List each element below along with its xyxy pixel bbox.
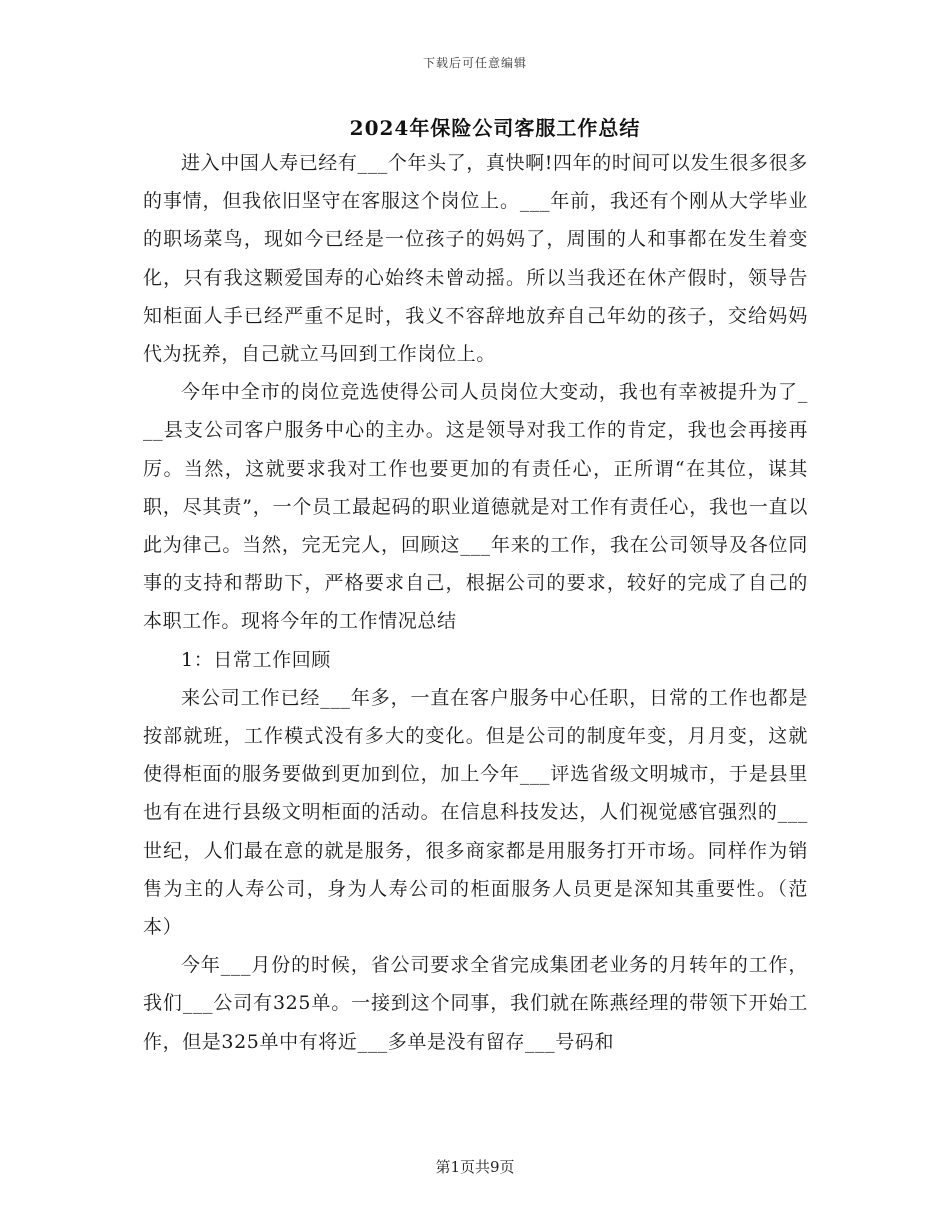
- paragraph-conversion-task: 今年___月份的时候，省公司要求全省完成集团老业务的月转年的工作，我们___公司有325单。一接到这个同事，我们就在陈燕经理的带领下开始工作，但是325单中有将近___多单是没有留存___号码和: [143, 954, 808, 1053]
- page-footer: 第1页共9页: [435, 1158, 515, 1176]
- document-title: 2024年保险公司客服工作总结: [349, 116, 641, 140]
- header-note: 下载后可任意编辑: [422, 56, 527, 70]
- document-body: [143, 144, 808, 1061]
- paragraph-intro: 进入中国人寿已经有___个年头了，真快啊!四年的时间可以发生很多很多的事情，但我依旧坚守在客服这个岗位上。___年前，我还有个刚从大学毕业的职场菜鸟，现如今已经是一位孩子的妈妈了，周围的人和事都在发生着变化，只有我这颗爱国寿的心始终未曾动摇。所以当我还在休产假时，领导告知柜面人手已经严重不足时，我义不容辞地放弃自己年幼的孩子，交给妈妈代为抚养，自己就立马回到工作岗位上。: [143, 152, 808, 366]
- paragraph-promotion: 今年中全市的岗位竞选使得公司人员岗位大变动，我也有幸被提升为了___县支公司客户服务中心的主办。这是领导对我工作的肯定，我也会再接再厉。当然，这就要求我对工作也要更加的有责任心，正所谓“在其位，谋其职，尽其责”，一个员工最起码的职业道德就是对工作有责任心，我也一直以此为律己。当然，完无完人，回顾这___年来的工作，我在公司领导及各位同事的支持和帮助下，严格要求自己，根据公司的要求，较好的完成了自己的本职工作。现将今年的工作情况总结: [143, 381, 808, 633]
- paragraph-daily-work: 来公司工作已经___年多，一直在客户服务中心任职，日常的工作也都是按部就班，工作模式没有多大的变化。但是公司的制度年变，月月变，这就使得柜面的服务要做到更加到位，加上今年___评选省级文明城市，于是县里也有在进行县级文明柜面的活动。在信息科技发达，人们视觉感官强烈的___世纪，人们最在意的就是服务，很多商家都是用服务打开市场。同样作为销售为主的人寿公司，身为人寿公司的柜面服务人员更是深知其重要性。（范本）: [143, 686, 808, 939]
- section-heading-daily-work: 1：日常工作回顾: [181, 648, 331, 671]
